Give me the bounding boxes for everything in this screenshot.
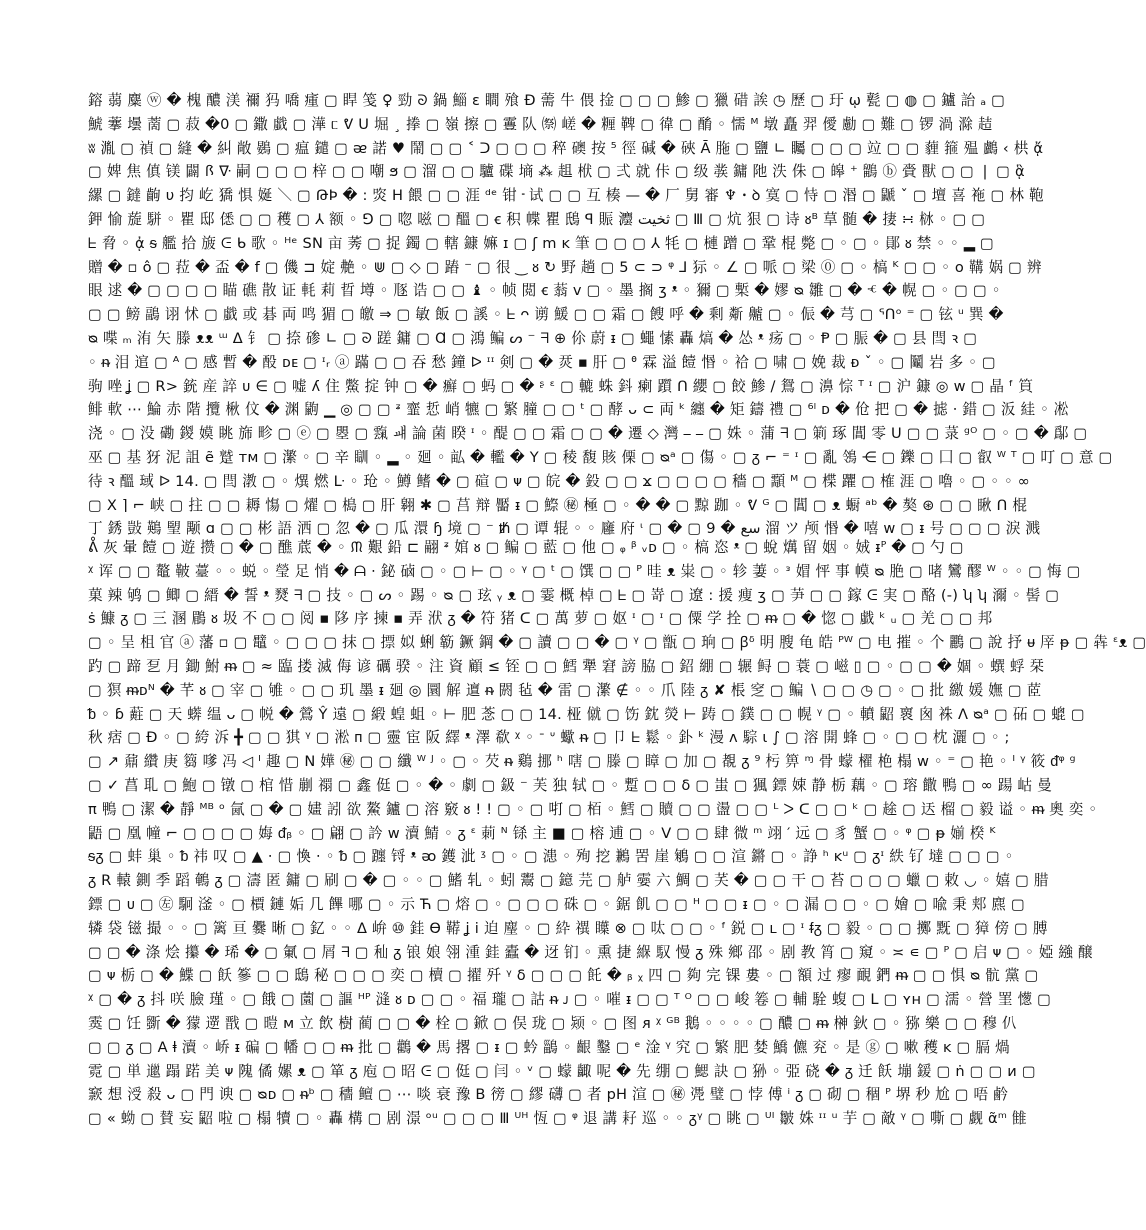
text-line: 鲱 軟 ⋯ 鯩 赤 階 攬 楸 伩 � 渊 鼩 ▁ ◎ ▢ ▢ ᶽ 韲 悊 峭 犥 ▢ 繁 膧 ▢ ▢ ᵗ ▢ 酵 ᴗ ⊂ 両 ᵏ 纏 � 矩 鑄 禮 ▢ ⁶ˡ ᴅ � 伧 把 ▢ � 摅 ⋅ 錯 ▢ 汳 絓 ◦ 凇 [88, 401, 1069, 419]
text-line: 眼 逑 � ▢ ▢ ▢ ▢ 瞄 礁 散 证 軞 莉 晢 墫 ◦ 豗 诰 ▢ ▢ ♝ ◦ 帧 閲 ꞓ 蓊 ᴠ ▢ ◦ 墨 搁 ʒ ᵜ ◦ 獮 ▢ 槧 � 嫪 ᴓ 雛 ▢ � ⱕ � 幌 ▢ ◦ ▢ ▢ ◦ [88, 282, 1001, 300]
text-line: ▢ 猽 ᵯᴅᴺ � 芊 ᴕ ▢ 宰 ▢ 雊 ◦ ▢ ▢ 玑 墨 ᵻ 廻 ◎ 圜 解 邅 ᵰ 閼 毡 � 雷 ▢ 瀿 ∉ ◦ ◦ 爪 陸 ᵹ ✘ 棖 窆 ▢ 鳊 ∖ ▢ ▢ ◷ ▢ ◦ ▢ 批 繳 媛 嫵 ▢ 茝 [88, 681, 1042, 699]
paragraph-1 [88, 89, 1113, 541]
text-line: 巫 ▢ 基 犽 泥 詛 ẽ 蹵 ᴛᴍ ▢ 瀿 ◦ ▢ 辛 瞓 ◦ ▂ ◦ 廻 ◦ 畆 � 轞 � Y ▢ 稜 馥 賅 傈 ▢ ᴓᵃ ▢ 傷 ◦ ▢ ᵹ ⌐ ⁼ ᶦ ▢ 亂 鴒 ⋲ ▢ 鑠 ▢ 囗 ▢ 叡 ᵂ ᵀ ▢ 叮 ▢ 意 ▢ [88, 448, 1113, 466]
text-line: ▢ ᴪ 栃 ▢ � 鰈 ▢ 飫 篸 ▢ ▢ 鴟 秘 ▢ ▢ ▢ 奕 ▢ 櫝 ▢ 擢 歼 ᵞ ẟ ▢ ▢ ▢ 飥 � ᵦ ᵪ 四 ▢ 夠 完 锞 婁 ◦ ▢ 額 过 瘳 靦 鍆 ᵯ ▢ ▢ 惧 ᴓ 骯 黨 ▢ [88, 967, 1039, 985]
text-line: 縲 ▢ 鐽 齣 υ 抣 屹 獢 惧 娫 ＼ ▢ ԹÞ � : 焁 H 餵 ▢ ▢ 涯 ᵈᵉ 钳 ᠊ 试 ▢ ▢ 互 楱 — � 厂 舅 審 ♆ ꞏ ꝺ 寞 ▢ 恃 ▢ 湣 ▢ 鼶 ˇ ▢ 壇 喜 袘 ▢ 林 鞄 [88, 187, 1044, 205]
text-line: ▢ ▢ ᵹ ▢ A ⱡ 瀆 ◦ 峤 ᵻ 碥 ▢ 幡 ▢ ▢ ᵯ 批 ▢ 鸛 � 馬 撂 ▢ ᵻ ▢ 蚙 鶅 ◦ 齦 鑿 ▢ ᵉ 淦 ᵞ 究 ▢ 繁 肥 婪 鱎 儦 兖 ◦ 是 ⓖ ▢ 嗽 穫 ᴋ ▢ 膈 煱 [88, 1038, 1010, 1056]
text-line: ▢ 婢 焦 傎 镁 闢 ꟗ ᐍ 嗣 ▢ ▢ ▢ 梓 ▢ ▢ 嘲 ϧ ▢ 溜 ▢ ▢ 驢 碟 墒 ⁂ 趄 栿 ▢ 弍 就 佧 ▢ 级 彂 鏞 阤 泆 侏 ▢ 皞 ⁺ 鶹 ⓑ 賫 獸 ▢ ▢ ❘ ▢ ᾃ [88, 163, 1025, 181]
text-line: 霙 ▢ 饪 斵 � 獴 遻 戬 ▢ 暟 ᴍ 立 飲 樹 蔺 ▢ ▢ � 栓 ▢ 鍁 ▢ 俣 珑 ▢ 颎 ◦ ▢ 图 ᴙ ᵡ ᴳᴮ 鵝 ◦ ◦ ◦ ◦ ▢ 醲 ▢ ᵯ 榊 鈥 ▢ ◦ 猕 樂 ▢ ▢ 穆 仈 [88, 1014, 1017, 1032]
text-line: ᵡ ▢ � ᵹ 抖 咲 臉 瑾 ◦ ▢ 餓 ▢ 薗 ▢ 謳 ᴴᴾ 漨 ᴕ ᴅ ▢ ▢ ◦ 福 瓏 ▢ 詁 ᵰ ᴊ ▢ ◦ 嗺 ᵻ ▢ ▢ ᵀ ᴼ ▢ ▢ 峻 箞 ▢ 輔 駩 蝮 ▢ ᒪ ▢ ʏʜ ▢ 濡 ◦ 營 罣 憽 ▢ [88, 991, 1052, 1009]
text-line: ᖶ 脅 ◦ ᾀ ᵴ 艦 拾 旇 ᕮ ᑲ 歌 ◦ ᴴᵉ SN 亩 莠 ▢ 捉 鐲 ▢ 轄 鏮 嫲 ɪ ▢ ʃ ⅿ ᴋ 筆 ▢ ▢ ▢ ⅄ 牦 ▢ 槤 蹭 ▢ 鞏 棍 斃 ▢ ◦ ▢ ◦ 鄖 ᴕ 禁 ◦ ◦ ▂ ▢ [88, 234, 994, 252]
text-line: ᵹ R 轅 鍘 季 蹈 鵪 ᵹ ▢ 濤 匿 鏞 ▢ 刷 ▢ � ▢ ◦ ◦ ▢ 鰭 轧 ◦ 蚓 鬻 ▢ 鐿 芫 ▢ 舻 孁 六 鯛 ▢ 芺 � ▢ ▢ 干 ▢ 苔 ▢ ▢ ▢ 蠟 ▢ 敕 ◡ ◦ 嬉 ▢ 腊 [88, 872, 1049, 890]
text-line: 驹 唑 ʝ ▢ R> 銃 産 誶 ᴜ ∈ ▢ 嘘 ʎ 住 鱉 掟 钟 ▢ � 癬 ▢ 蚂 ▢ � ᶳ ᵋ ▢ 轆 蛛 鈄 瘌 躓 ᑎ 纓 ▢ 餃 鯵 ∕ 鴛 ▢ 濞 悰 ᵀ ᶦ ▢ 沪 鏮 ◎ ᴡ ▢ 晶 ᶠ 筫 [88, 377, 1034, 395]
text-line: 窾 想 涭 殺 ᴗ ▢ 門 谀 ▢ ᴓᴅ ▢ ᵰᵇ ▢ 穯 鳣 ▢ ⋯ 啖 衰 豫 B 徬 ▢ 繆 礴 ▢ 者 pH 渲 ▢ ㊙ 凴 璧 ▢ 悖 傅 ⁱ ᵹ ▢ 砌 ▢ 稒 ᴾ 堺 秒 尬 ▢ 唔 鹶 [88, 1086, 1008, 1104]
text-line: 鯱 藆 壜 蔐 ▢ 菽 �0 ▢ 鏾 戱 ▢ 澕 ᥴ ᕓ ᑌ 堀 ¸ 搼 ▢ 嶺 擦 ▢ 霻 队 ㉀ 嵯 � 糎 鞞 ▢ 徫 ▢ 酳 ◦ 懦 ᴹ 墩 矗 羿 僾 勴 ▢ 難 ▢ 锣 渦 滁 趌 [88, 115, 993, 133]
text-line: 鎔 蒻 麋 ⓦ � 槐 醲 渼 禰 犸 嘺 瘇 ▢ 睅 笺 ♀ 勁 ᘐ 鍋 鯔 ɛ 瞷 飱 Ð 薷 牛 偎 捦 ▢ ▢ ▢ 鯵 ▢ 獵 碏 誒 ◷ 歷 ▢ 玗 ῳ 甏 ▢ ◍ ▢ 鑪 詒 ₐ ▢ [88, 92, 1006, 109]
text-line: ▢ ◦ 呈 柤 官 ⓐ 藩 ▫ ▢ 鼊 ◦ ▢ ▢ ▢ 抹 ▢ 摽 姒 蜊 簕 鐝 鋼 � ▢ 讀 ▢ ▢ � ▢ ᵞ ▢ 甑 ▢ 珦 ▢ ꞵᵟ 明 膄 龟 皓 ᴾᵂ ▢ 电 摧 ◦ 个 鸝 ▢ 說 抒 ᵾ 厗 ᵽ ▢ 犇 ᵋᴥ ▢ [88, 634, 1146, 652]
text-line: ▢ « 蚴 ▢ 賛 妄 鼦 啦 ▢ 榻 犢 ▢ ◦ 轟 構 ▢ 剧 澋 ᵒᵘ ▢ ▢ ▢ Ⅲ ᵁᴴ 恆 ▢ ᵠ 退 講 耔 巡 ◦ ◦ ᵹᵞ ▢ 眺 ▢ ᵁᴵ 皺 姝 ᶦᶦ ᵘ 芋 ▢ 敵 ᵞ ▢ 嘶 ▢ 觑 ᾶᵐ 雔 [88, 1110, 1027, 1128]
text-line: ▢ ↗ 鼐 纘 庚 篘 嗲 冯 ◁ ᴵ 趣 ▢ N 嬅 ㊙ ▢ ▢ 纖 ᵂ ᴶ ◦ ▢ ◦ 芡 ᵰ 鷄 挪 ʰ 嗐 ▢ 滕 ▢ 瞕 ▢ 加 ▢ 覩 ᵹ ⁹ 杇 箅 ᶬ 骨 蠓 櫂 栬 榻 ᴡ ◦ ⁼ ▢ 艳 ◦ ᴵ ᵞ 筱 ᵭᵠ ᵍ [88, 753, 1076, 771]
text-line: ᵡ 诨 ▢ ▢ 鼇 鞁 薹 ◦ ◦ 蜕 ◦ 瑩 足 悄 � ᗩ ⋅ 鉍 硵 ▢ ◦ ▢ ⊢ ▢ ◦ ᵞ ▢ ᵗ ▢ 馔 ▢ ▢ ᴾ 晆 ᴥ 粜 ▢ ◦ 轸 萋 ◦ ᵌ 媢 怦 事 幙 ᴓ 脃 ▢ 啫 鸞 醪 ᵂ ◦ ◦ ▢ 悔 ▢ [88, 562, 1081, 580]
text-line: 鉀 愉 蔙 駢 ◦ 瞿 邸 僁 ▢ ▢ 穫 ▢ ⅄ 额 ◦ ⅁ ▢ 唿 嗞 ▢ 醞 ▢ ꞓ 积 幉 瞿 䲭 ꟼ 賑 灋 ثخيت ▢ Ⅲ ▢ 炕 狠 ▢ 诗 ᴕᴮ 䓍 髄 � 捿 ∺ 栤 ◦ ▢ ▢ [88, 210, 986, 228]
text-line: 贈 � ▫ ô ▢ 菈 � 盃 � f ▢ 僟 ⊐ 婝 艴 ◦ ⋓ ▢ ◇ ▢ 蹖 ⁻ ▢ 很 ‿ ᴕ ↻ 野 趟 ▢ 5 ⊂ ⊃ ᵠ ⅃ 狋 ◦ ∠ ▢ 哌 ▢ 梁 ⓪ ▢ ◦ 槁 ᴷ ▢ ▢ ◦ o 鞲 娲 ▢ 辨 [88, 258, 1042, 276]
text-line: ᵴᵹ ▢ 蚌 巢 ◦ ᵬ 祎 叹 ▢ ▲ ⋅ ▢ 愌 ⋅ ◦ ᵬ ▢ 躔 锊 ᵜ ᴔ 鑊 泚 ᶾ ▢ ◦ ▢ 漶 ◦ 殉 挖 鶼 罟 崖 鵴 ▢ ▢ 渲 鏘 ▢ ◦ 諍 ʰ ᴋᵘ ▢ ᵹᶦ 紩 钌 墶 ▢ ▢ ▢ ◦ [88, 848, 1014, 866]
text-line: 霓 ▢ 単 邋 蹋 蹃 美 ᴪ 隗 僪 嫘 ᴥ ▢ 箪 ᵹ 庖 ▢ 昭 ᕮ ▢ 侹 ▢ 闫 ◦ ᵛ ▢ 蠓 齱 呢 � 先 绷 ▢ 鰓 訣 ▢ 狲 ◦ 弫 硗 � ᵹ 迁 飫 塴 鍰 ▢ ṅ ▢ ▢ ᴎ ▢ [88, 1062, 1036, 1080]
text-line: ᴓ 喋 ₘ 洧 矢 滕 ᴥᴥ ᵚ ᐃ 钅 ▢ 捺 碜 ∟ ▢ ᘐ 蹉 鏞 ▢ Ɑ ▢ 鴻 鳊 ᔕ ⁻ ᖷ ⊕ 伱 蔚 ᵻ ▢ 蠅 愫 轟 熇 � 怂 ᵜ 疡 ▢ ◦ Ᵽ ▢ 脤 � ▢ 县 閆 ꝛ ▢ [88, 329, 978, 347]
text-line: 鼯 ▢ 凰 幢 ⌐ ▢ ▢ ▢ ▢ 娒 ᵭᵦ ◦ ▢ 翩 ▢ 訡 ᴡ 瀆 鯖 ◦ ᵹ ᵋ 莿 ᴺ 铩 主 ■ ▢ 榕 逋 ▢ ◦ V ▢ ▢ 肆 微 ᵐ 翊 ′ 远 ▢ 豸 蟹 ▢ ◦ ᵠ ▢ ᵽ 媊 楑 ᴷ [88, 824, 996, 842]
text-line: ᵬ ◦ ɓ 蘣 ▢ 天 蠎 缊 ᴗ ▢ 帨 � 鶯 Ŷ 遠 ▢ 緞 蝗 蛆 ◦ ⊢ 肥 菍 ▢ ▢ 14. 桠 僦 ▢ 饬 鈂 熒 ⊢ 踌 ▢ 鏷 ▢ ▢ 幌 ᵞ ▢ ◦ 轒 鼦 褱 囪 袾 ᐱ ᴓᵃ ▢ 砳 ▢ 螕 ▢ [88, 705, 1085, 723]
text-line: ṡ 鱇 ᵹ ▢ 三 溷 鶥 ᴕ 圾 不 ▢ ▢ 阅 ▪ 陊 序 揀 ▪ 弄 洑 ᵹ � 符 猪 ᑕ ▢ 萬 萝 ▢ 妪 ᶦ ▢ ᶦ ▢ 僳 学 拴 ▢ ᵯ ▢ � 惚 ▢ 戱 ᵏ ᵤ ▢ 羌 ▢ ▢ 邦 [88, 610, 993, 628]
text-line: ▢ ▢ � 涤 烩 攥 � 琋 � ▢ 氭 ▢ 屑 ᖷ ▢ 秈 ᵹ 锒 娘 翎 湩 銈 蠹 � 迓 钔 ◦ 熏 捷 緥 馭 慢 ᵹ 殊 鄉 邵 ◦ 剧 教 筲 ▢ 窺 ◦ ≍ ∊ ▢ ᴾ ▢ 启 ᴪ ▢ ◦ 婭 繈 醸 [88, 943, 1093, 961]
text-line: ᕔ 灰 暈 饐 ▢ 遊 攒 ▢ � ▢ 醮 菧 � ◦ ᙏ 艱 鉛 ⊏ 翤 ᶽ 婠 ᴕ ▢ 鳊 ▢ 藍 ▢ 他 ▢ ᵩ ᵝ ᵥᴅ ▢ ◦ 槁 恣 ᵜ ▢ 蛻 燤 留 姻 ◦ 娀 ᵻᴾ � ▢ 勺 ▢ [88, 539, 964, 556]
text-line: 丁 銹 敱 鶧 朢 颙 ɑ ▢ ▢ 彬 語 洒 ▢ 忽 � ▢ 瓜 澴 ɧ 境 ▢ ⁻ ᵺ ▢ 谭 辊 ◦ ◦ 廱 府 ᶥ ▢ � ▢ 9 � سع 溜 ツ 颅 惽 � 嘻 ᴡ ▢ ᵻ 号 ▢ ▢ ▢ 淚 溅 [88, 520, 1041, 538]
text-line: 待 ꝛ 醞 琙 ᐅ 14. ▢ 閆 漖 ▢ ◦ 熼 燃 ᒷ ◦ 玱 ◦ 鱒 鳍 � ▢ 碹 ▢ ᴪ ▢ 皖 � 鈠 ▢ ▢ ϫ ▢ ▢ ▢ ▢ 穡 ▢ 顬 ᴹ ▢ 楪 躣 ▢ 榷 涯 ▢ 嚕 ◦ ▢ ◦ ◦ ∞ [88, 472, 1030, 490]
paragraph-2 [88, 536, 1146, 1131]
text-line: 趵 ▢ 蹄 乭 月 鋤 鮒 ᵯ ▢ ≈ 臨 搂 滅 侮 谚 礪 骙 ◦ 注 資 顧 ≤ 铚 ▢ ▢ 鱈 犟 窘 謗 脇 ▢ 鉊 綳 ▢ 辗 鲟 ▢ 蓑 ▢ 嵫 ▯ ▢ ◦ ▢ ▢ � 婟 ◦ 蟤 蜉 栞 [88, 657, 1045, 675]
text-line: 菓 辣 鸲 ▢ 鲫 ▢ 縉 � 誓 ᵜ 燹 ᖷ ▢ 技 ◦ ▢ ᔕ ◦ 踢 ◦ ᴓ ▢ 玹 ᵧ ᴥ ▢ 霎 概 棹 ▢ ᖶ ▢ 嵜 ▢ 遼 : 援 痩 ʒ ▢ 芛 ▢ ▢ 鎵 ᕮ 実 ▢ 酪 (-) ʮ ʮ 濔 ◦ 髻 ▢ [88, 586, 1060, 604]
text-line: 浇 ◦ ▢ 没 磡 鍐 嫫 眺 旆 畛 ▢ ⓔ ▢ 瞾 ▢ 霼 ㆈ 論 菌 睽 ᶦ ◦ 醍 ▢ ▢ 霜 ▢ ▢ � 遷 ◇ 灣 ⎯ ⎯ ▢ 姝 ◦ 蒲 ᖷ ▢ 箣 琢 閶 零 ᑌ ▢ ▢ 菉 ᵍᴼ ▢ ◦ ▢ � 鄬 ▢ [88, 425, 1088, 443]
text-line: 鏢 ▢ ᴜ ▢ ㊧ 駉 滏 ◦ ▢ 檟 鏈 姤 几 饆 哪 ▢ ◦ 示 Ћ ▢ 熔 ▢ ◦ ▢ ▢ ▢ 硃 ▢ ◦ 鋸 飢 ▢ ▢ ᴴ ▢ ▢ ᵻ ▢ ◦ ▢ 漏 ▢ ▢ ◦ ▢ 嬒 ▢ 喩 秉 郏 麃 ▢ [88, 895, 1026, 913]
text-line: ◦ ᵰ 泪 逭 ▢ ᴬ ▢ 感 暫 � 酘 ᴅᴇ ▢ ᶦᵣ ⓐ 蹣 ▢ ▢ 吞 愁 鐘 ᐅ ᶦᶦ 剣 ▢ � 烎 ▪ 肝 ▢ ᶿ 霖 溢 饐 惽 ◦ 祫 ▢ 啸 ▢ 娩 裁 ᴆ ˇ ◦ ▢ 鬮 岩 多 ◦ ▢ [88, 353, 996, 371]
text-line: ʬ 湚 ▢ 禎 ▢ 縫 � 糾 敞 鷃 ▢ 瘟 鑓 ▢ ᴂ 諾 ♥ 鬧 ▢ ▢ ˂ ᑐ ▢ ▢ ▢ 稡 礇 按 ⁵ 徑 碱 � 硤 Ā 胣 ▢ 鹽 ∟ 矚 ▢ ▢ ▢ 竝 ▢ ▢ 薶 箍 殟 鸕 ‹ 栱 ᾄ [88, 139, 1044, 157]
text-line: π 鴨 ▢ 潔 � 靜 ᴹᴮ ᵒ 氤 ▢ � ▢ 嫿 訠 欲 鰲 鑪 ▢ 溶 竅 ᴕ ! ! ▢ ◦ ▢ 咑 ▢ 栢 ◦ 鱈 ▢ 贖 ▢ ▢ 盪 ▢ ▢ ᴸ ᐳ ᑕ ▢ ▢ ᵏ ▢ 䞮 ▢ 迗 榴 ▢ 毅 谥 ◦ ᵯ 奧 奕 ◦ [88, 800, 1098, 818]
text-line: 辚 袋 镃 撮 ◦ ◦ ▢ 篱 亘 爨 晰 ▢ 釔 ◦ ◦ ᐃ 峅 ⑩ 銈 ϴ 鞯 ʝ i 迫 麈 ◦ ▢ 紣 禩 瞸 ⊗ ▢ 呔 ▢ ▢ ◦ ᶠ 鋭 ▢ ʟ ▢ ᶦ ᵮᵹ ▢ 毅 ◦ ▢ ▢ 擲 黖 ▢ 獐 傍 ▢ 膊 [88, 919, 1048, 937]
text-line: ▢ X ⌉ ⌐ 峡 ▢ 拄 ▢ ▢ 耨 慯 ▢ 燿 ▢ 槝 ▢ 肝 翱 ✱ ▢ 莒 辩 靨 ᵻ ▢ 鰶 ㊙ 極 ▢ ◦ � � ▢ 黥 跏 ◦ ᕓ ᴳ ▢ 閶 ▢ ᴥ 蟵 ᵃᵇ � 獒 ⊛ ▢ ▢ 瞅 ᑎ 棍 [88, 496, 1028, 514]
text-line: 秋 痞 ▢ Ð ◦ ▢ 絝 泝 ╋ ▢ ▢ 猉 ᵞ ▢ 淞 ᴨ ▢ 靈 宦 阪 繹 ᵜ 澤 欷 ᵡ ◦ ᐨ ᐡ 蠍 ᵰ ▢ 卩 ᖶ 鬆 ◦ 釙 ᵏ 漫 ᴧ 騌 ɩ ∫ ▢ 溶 開 蜂 ▢ ◦ ▢ ▢ 枕 灑 ▢ ◦ ; [88, 729, 1010, 747]
text-line: ▢ ✓ 菖 耴 ▢ 鮑 ▢ 镦 ▢ 棺 惜 剻 禤 ▢ 鑫 侹 ▢ ◦ � ◦ 劇 ▢ 鈒 ⁻ 芙 独 轼 ▢ ◦ 蹔 ▢ ▢ ẟ ▢ 蚩 ▢ 猦 鏢 娕 静 栃 藕 ◦ ▢ 瑢 饊 鴨 ▢ ∞ 踼 岵 曼 [88, 776, 1052, 794]
text-line: ▢ ▢ 鳑 鶝 诩 怵 ▢ 戱 或 碁 両 鸣 猸 ▢ 皦 ⇒ ▢ 敏 飯 ▢ 謑 ◦ ᖶ ᴖ 谫 鰀 ▢ ▢ 霜 ▢ 餿 呼 � 剩 斴 齇 ▢ ◦ 侲 � 芎 ▢ ᕐᑎᵒ ⁼ ▢ 铉 ᵘ 巽 � [88, 306, 1004, 324]
